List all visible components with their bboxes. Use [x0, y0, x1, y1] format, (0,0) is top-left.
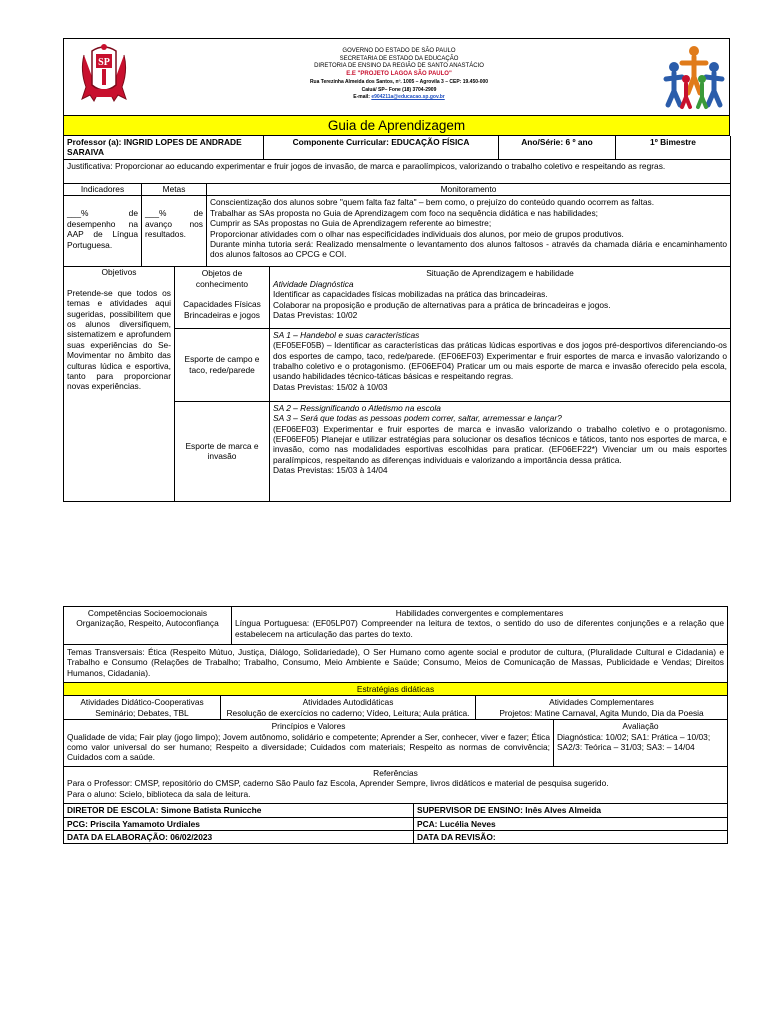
monitoring-item: Trabalhar as SAs proposta no Guia de Aprendizagem com foco na sequência didática e nas habilidades;	[210, 207, 598, 218]
complementary-activities-cell	[476, 696, 728, 719]
sa-title: SA 1 – Handebol e suas características	[273, 329, 420, 340]
government-name: GOVERNO DO ESTADO DE SÃO PAULO	[342, 48, 456, 54]
sa-dates: Datas Previstas: 15/02 à 10/03	[273, 381, 388, 392]
page-two	[63, 606, 727, 844]
competencies-table	[63, 606, 728, 696]
sa-body: Identificar as capacidades físicas mobilizadas na prática das brincadeiras. Colaborar na proposição e produção de alternativas para a prática de brincadeiras e jogos.	[273, 289, 611, 310]
email-link[interactable]: e904211a@educacao.sp.gov.br	[371, 94, 445, 101]
auto-activities-cell	[221, 696, 476, 719]
sa-dates: Datas Previstas: 10/02	[273, 309, 358, 320]
evaluation-line: SA2/3: Teórica – 31/03; SA3: – 14/04	[557, 742, 695, 753]
coop-activities-cell	[64, 696, 221, 719]
knowledge-item: Esporte de campo e taco, rede/parede	[175, 328, 270, 401]
sa-body: (EF05EF05B) – Identificar as características das práticas lúdicas esportivas e dos jogos pré-desportivos diferenciando-os dos esportes de campo, taco, rede/parede. (EF06EF03) Experimentar e fruir esportes de marca e invasão valorizando o trabalho coletivo e o protagonismo. (EF06EF04) Praticar um ou mais esporte de marca e invasão oferecido pela escola, usando habilidades técnico-táticas básicas e respeitando regras.	[273, 340, 727, 382]
header-text-block	[214, 48, 584, 102]
monitoring-item: Proporcionar atividades com o olhar nas especificidades individuais dos alunos, por meio de grupos produtivos.	[210, 228, 624, 239]
knowledge-item: Esporte de marca e invasão	[175, 401, 270, 501]
transversal-themes: Temas Transversais: Ética (Respeito Mútuo, Justiça, Diálogo, Solidariedade), O Ser Humano como agente social e produtor de cultura, (Pluralidade Cultural e Cidadania) e Trabalho e Consumo (Relações de Trabalho; Trabalho, Consumo, Meio Ambiente e Saúde; Consumo, Meios de Comunicação de Massas, Publicidade e Vendas; Direitos Humanos, Cidadania).	[64, 645, 728, 683]
monitoring-item: Cumprir as SAs propostas no Guia de Aprendizagem referente ao bimestre;	[210, 218, 492, 229]
meta-text: ___% de avanço nos resultados.	[142, 196, 207, 267]
directorate-name: DIRETORIA DE ENSINO DA REGIÃO DE SANTO ANASTÁCIO	[314, 63, 484, 70]
indicator-text: ___% de desempenho na AAP de Língua Portuguesa.	[64, 196, 142, 267]
competencies-cell	[64, 607, 232, 645]
evaluation-header: Avaliação	[622, 721, 659, 732]
elaboration-date: DATA DA ELABORAÇÃO: 06/02/2023	[64, 831, 414, 844]
revision-date: DATA DA REVISÃO:	[414, 831, 728, 844]
monitoring-list	[207, 196, 731, 267]
references-cell	[64, 767, 728, 804]
email-label: E-mail:	[353, 94, 370, 101]
strategies-header: Estratégias didáticas	[64, 683, 728, 696]
coop-header: Atividades Didático-Cooperativas	[80, 697, 204, 708]
situation-cell	[270, 267, 731, 328]
references-header: Referências	[373, 767, 418, 778]
complementary-text: Projetos: Matine Carnaval, Agita Mundo, Dia da Poesia	[499, 707, 704, 718]
competencies-text: Organização, Respeito, Autoconfiança	[76, 618, 219, 629]
school-phone: Caiuá/ SP– Fone (18) 3704-2909	[361, 86, 437, 93]
objective-text: Pretende-se que todos os temas e atividades aqui sugeridas, possibilitem que os alunos diversifiquem, sistematizem e aprofundem suas experiências do Se-Movimentar no âmbito das culturas lúdica e esportiva, tanto para proporcionar novas experiências.	[67, 287, 171, 392]
sao-paulo-coat-of-arms-icon	[78, 41, 130, 107]
bimester: 1º Bimestre	[616, 136, 731, 159]
objectives-table	[63, 267, 731, 502]
school-director: DIRETOR DE ESCOLA: Simone Batista Runicche	[64, 804, 414, 817]
auto-text: Resolução de exercícios no caderno; Vídeo, Leitura; Aula prática.	[226, 707, 470, 718]
situation-cell	[270, 328, 731, 401]
complementary-header: Atividades Complementares	[549, 697, 654, 708]
knowledge-header: Objetos de conhecimento	[195, 268, 249, 289]
skills-text: Língua Portuguesa: (EF05LP07) Compreender na leitura de textos, o sentido do uso de diferentes conjunções e a relação que estabelecem na articulação das partes do texto.	[235, 618, 724, 639]
professor-name: Professor (a): INGRID LOPES DE ANDRADE SARAIVA	[64, 136, 264, 159]
principles-table	[63, 720, 728, 767]
indicators-table	[63, 184, 731, 268]
objectives-header: Objetivos	[101, 267, 137, 278]
school-people-logo-icon	[662, 43, 726, 111]
principles-cell	[64, 720, 554, 766]
sa-body: (EF06EF03) Experimentar e fruir esportes de marca e invasão valorizando o trabalho coletivo e o protagonismo. (EF06EF05) Planejar e utilizar estratégias para solucionar os desafios técnicos e táticos, tanto nos esportes de marca, e invasão, como nas modalidades esportivas escolhidas para praticar. (EF06EF22*) Vivenciar um ou mais esportes paralímpicos, respeitando as diferenças individuais e valorizando a importância dessa prática.	[273, 423, 727, 465]
pca-name: PCA: Lucélia Neves	[414, 817, 728, 830]
guide-title: Guia de Aprendizagem	[63, 116, 730, 136]
education-supervisor: SUPERVISOR DE ENSINO: Inês Alves Almeida	[414, 804, 728, 817]
monitoring-item: Conscientização dos alunos sobre "quem falta faz falta" – bem como, o prejuízo do conteúdo quando ocorrem as faltas.	[210, 197, 655, 208]
secretary-name: SECRETARIA DE ESTADO DA EDUCAÇÃO	[339, 55, 459, 62]
skills-cell	[232, 607, 728, 645]
indicators-header: Indicadores	[64, 184, 142, 196]
pcg-name: PCG: Priscila Yamamoto Urdiales	[64, 817, 414, 830]
school-header	[63, 38, 730, 116]
school-year: Ano/Série: 6 º ano	[499, 136, 616, 159]
page-one	[63, 38, 730, 502]
references-table	[63, 767, 728, 845]
monitoring-header: Monitoramento	[207, 184, 731, 196]
monitoring-item: Durante minha tutoria será: Realizado mensalmente o levantamento dos alunos faltosos - através da chamada diária e encaminhamento dos alunos faltosos ao CPCG e COI.	[210, 238, 727, 260]
evaluation-cell	[554, 720, 728, 766]
metas-header: Metas	[142, 184, 207, 196]
activities-table	[63, 696, 728, 720]
knowledge-item: Capacidades Físicas Brincadeiras e jogos	[183, 299, 261, 320]
guide-info-table	[63, 136, 731, 184]
evaluation-line: Diagnóstica: 10/02; SA1: Prática – 10/03;	[557, 731, 711, 742]
references-student: Para o aluno: Scielo, biblioteca da sala de leitura.	[67, 788, 251, 799]
situation-cell	[270, 401, 731, 501]
sa-title: Atividade Diagnóstica	[273, 278, 354, 289]
skills-header: Habilidades convergentes e complementares	[395, 608, 564, 618]
knowledge-cell	[175, 267, 270, 328]
school-address: Rua Terezinha Almeida dos Santos, nº. 1005 – Agrovila 3 – CEP: 19.450-000	[309, 78, 489, 85]
competencies-header: Competências Socioemocionais	[87, 608, 208, 618]
school-name: E.E "PROJETO LAGOA SÃO PAULO"	[346, 71, 452, 78]
references-teacher: Para o Professor: CMSP, repositório do CMSP, caderno São Paulo faz Escola, Aprender Sempre, livros didáticos e material de pesquisa sugerido.	[67, 778, 609, 789]
seal-text: SP	[98, 57, 110, 68]
coop-text: Seminário; Debates, TBL	[95, 707, 189, 718]
objectives-cell	[64, 267, 175, 501]
situation-header: Situação de Aprendizagem e habilidade	[426, 268, 574, 279]
sa-dates: Datas Previstas: 15/03 à 14/04	[273, 465, 388, 476]
curricular-component: Componente Curricular: EDUCAÇÃO FÍSICA	[264, 136, 499, 159]
sa-title: SA 3 – Será que todas as pessoas podem correr, saltar, arremessar e lançar?	[273, 413, 562, 424]
justification: Justificativa: Proporcionar ao educando experimentar e fruir jogos de invasão, de marca e paraolímpicos, valorizando o trabalho coletivo e respeitando as regras.	[64, 159, 731, 183]
principles-header: Princípios e Valores	[271, 721, 346, 732]
auto-header: Atividades Autodidáticas	[302, 697, 394, 708]
sa-title: SA 2 – Ressignificando o Atletismo na escola	[273, 402, 441, 413]
principles-text: Qualidade de vida; Fair play (jogo limpo); Jovem autônomo, solidário e competente; Aprender a Ser, conhecer, viver e fazer; Ética como valor universal do ser humano; Respeito a diversidade; Cuidados com materiais; Respeito as normas de convivência; Cuidados com a saúde.	[67, 731, 550, 763]
